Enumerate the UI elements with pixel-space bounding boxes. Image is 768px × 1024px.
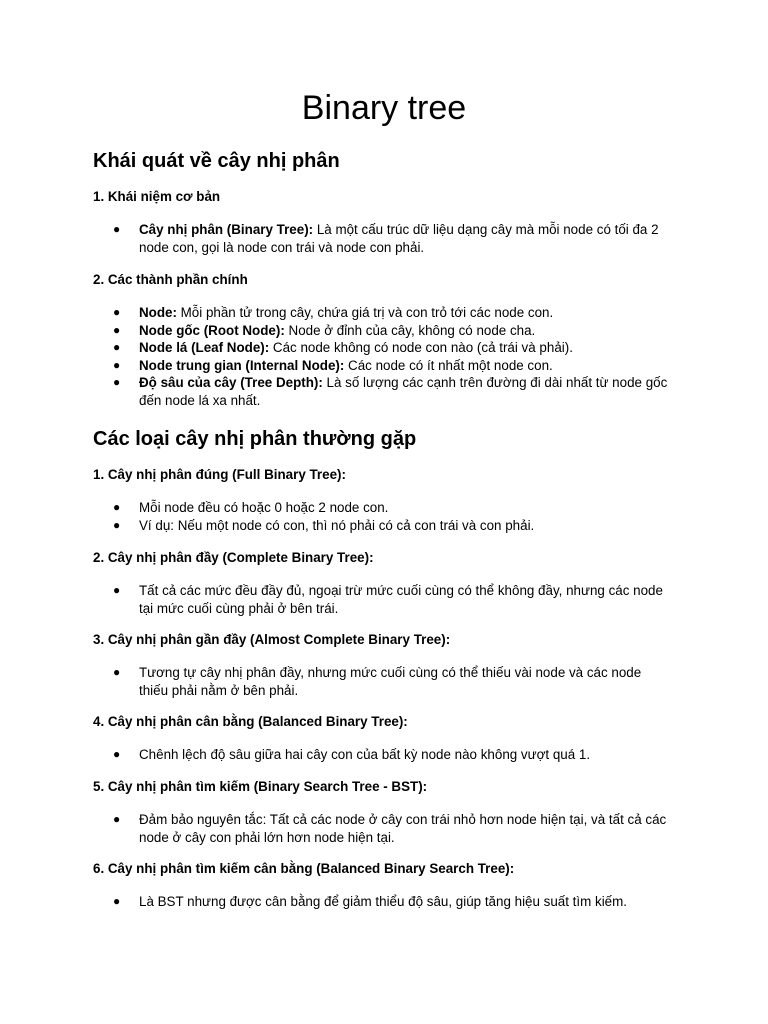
term: Node: (139, 305, 177, 320)
list-item (93, 811, 673, 846)
main-components-list (93, 304, 673, 410)
definition: Là số lượng các cạnh trên đường đi dài nhất từ node gốc đến node lá xa nhất. (139, 375, 668, 408)
type-6-list (93, 893, 673, 911)
term: Độ sâu của cây (Tree Depth): (139, 375, 323, 391)
bullet-icon: ● (113, 357, 121, 372)
item-text: Chênh lệch độ sâu giữa hai cây con của bất kỳ node nào không vượt quá 1. (139, 747, 591, 762)
bullet-icon: ● (113, 583, 121, 597)
bullet-icon: ● (113, 665, 121, 679)
subheading-type-5: 5. Cây nhị phân tìm kiếm (Binary Search Tree - BST): (93, 779, 428, 794)
definition: Node ở đỉnh của cây, không có node cha. (284, 322, 536, 338)
item-text: Ví dụ: Nếu một node có con, thì nó phải có cả con trái và con phải. (139, 517, 535, 533)
list-item (93, 517, 673, 535)
item-text: Đảm bảo nguyên tắc: Tất cả các node ở cây con trái nhỏ hơn node hiện tại, và tất cả các node ở cây con phải lớn hơn node hiện tại. (139, 812, 667, 845)
term: Node trung gian (Internal Node): (139, 357, 345, 373)
term: Cây nhị phân (Binary Tree): (139, 222, 314, 237)
bullet-icon: ● (113, 747, 121, 761)
list-item (93, 499, 673, 517)
bullet-icon: ● (113, 812, 121, 826)
list-item (93, 357, 673, 375)
definition: Mỗi phần tử trong cây, chứa giá trị và con trỏ tới các node con. (176, 305, 554, 320)
subheading-type-3: 3. Cây nhị phân gần đầy (Almost Complete Binary Tree): (93, 632, 451, 647)
bullet-icon: ● (113, 322, 121, 337)
list-item (93, 221, 673, 256)
bullet-icon: ● (113, 517, 121, 532)
section-heading-overview: Khái quát về cây nhị phân (93, 150, 340, 172)
type-1-list (93, 499, 673, 534)
section-heading-common-types: Các loại cây nhị phân thường gặp (93, 428, 417, 450)
basic-concepts-list (93, 221, 673, 256)
list-item (93, 664, 673, 699)
type-5-list (93, 811, 673, 846)
type-3-list (93, 664, 673, 699)
bullet-icon: ● (113, 894, 121, 908)
bullet-icon: ● (113, 305, 121, 319)
list-item (93, 746, 673, 764)
item-text: Tất cả các mức đều đầy đủ, ngoại trừ mức cuối cùng có thể không đầy, nhưng các node tại mức cuối cùng phải ở bên trái. (139, 583, 663, 616)
definition: Các node không có node con nào (cả trái và phải). (269, 340, 573, 356)
subheading-type-4: 4. Cây nhị phân cân bằng (Balanced Binary Tree): (93, 714, 408, 729)
item-text: Là BST nhưng được cân bằng để giảm thiểu độ sâu, giúp tăng hiệu suất tìm kiếm. (139, 894, 627, 909)
item-text: Tương tự cây nhị phân đầy, nhưng mức cuối cùng có thể thiếu vài node và các node thiếu phải nằm ở bên phải. (139, 665, 642, 698)
definition: Các node có ít nhất một node con. (344, 357, 553, 373)
list-item (93, 374, 673, 409)
bullet-icon: ● (113, 375, 121, 390)
definition: Là một cấu trúc dữ liệu dạng cây mà mỗi node có tối đa 2 node con, gọi là node con trái và node con phải. (139, 222, 659, 255)
subheading-basic-concepts: 1. Khái niệm cơ bản (93, 189, 221, 204)
bullet-icon: ● (113, 500, 121, 514)
list-item (93, 304, 673, 322)
item-text: Mỗi node đều có hoặc 0 hoặc 2 node con. (139, 500, 389, 515)
list-item (93, 322, 673, 340)
term: Node gốc (Root Node): (139, 322, 285, 338)
type-4-list (93, 746, 673, 764)
bullet-icon: ● (113, 340, 121, 355)
list-item (93, 893, 673, 911)
subheading-main-components: 2. Các thành phần chính (93, 272, 248, 287)
list-item (93, 582, 673, 617)
term: Node lá (Leaf Node): (139, 340, 270, 356)
list-item (93, 339, 673, 357)
subheading-type-2: 2. Cây nhị phân đầy (Complete Binary Tree): (93, 550, 374, 565)
subheading-type-1: 1. Cây nhị phân đúng (Full Binary Tree): (93, 467, 346, 482)
subheading-type-6: 6. Cây nhị phân tìm kiếm cân bằng (Balanced Binary Search Tree): (93, 861, 515, 876)
bullet-icon: ● (113, 222, 121, 236)
page-title: Binary tree (301, 89, 467, 127)
type-2-list (93, 582, 673, 617)
